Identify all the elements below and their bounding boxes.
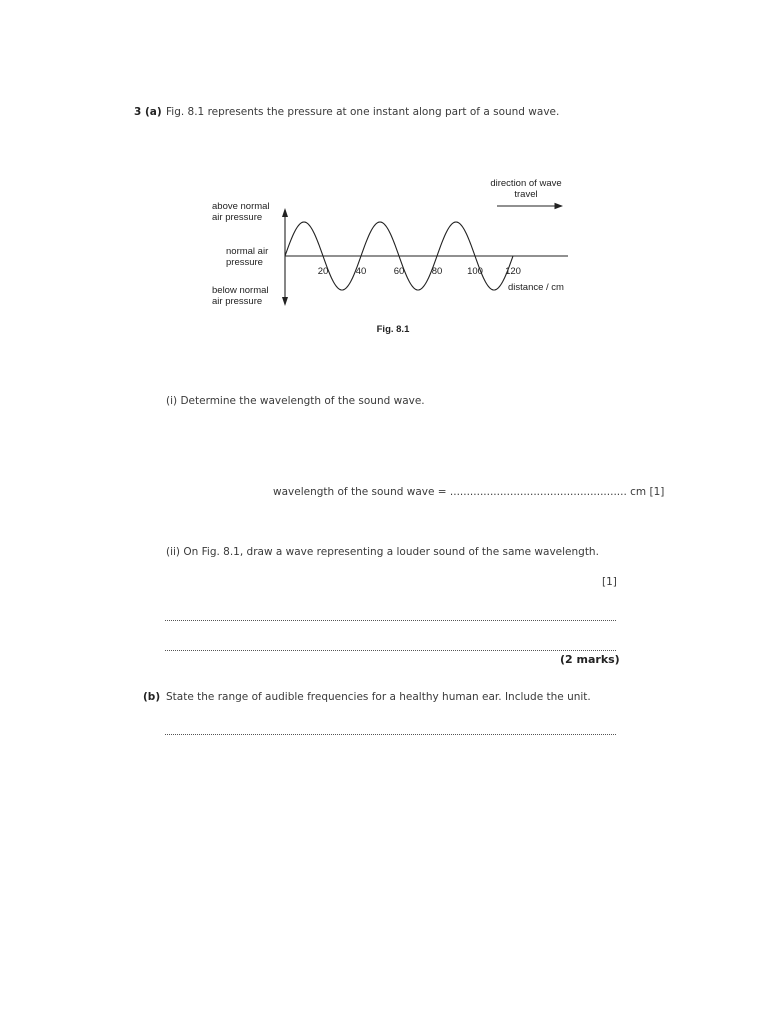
total-marks: (2 marks) xyxy=(560,653,620,666)
above-normal-label-line2: air pressure xyxy=(212,212,263,223)
pressure-axis-arrow-up xyxy=(282,208,288,217)
tick-label-20: 20 xyxy=(317,266,329,277)
part-b-answer-line[interactable] xyxy=(165,734,616,735)
answer-line-1[interactable] xyxy=(165,620,616,621)
tick-label-40: 40 xyxy=(355,266,367,277)
tick-label-120: 120 xyxy=(505,266,521,277)
direction-label-line1: direction of wave xyxy=(490,178,562,189)
tick-label-60: 60 xyxy=(393,266,405,277)
part-ii-question: (ii) On Fig. 8.1, draw a wave representing a louder sound of the same wavelength. xyxy=(166,546,599,558)
wavelength-answer-line[interactable] xyxy=(273,486,664,499)
direction-label-line2: travel xyxy=(514,189,538,200)
part-i-question: (i) Determine the wavelength of the sound wave. xyxy=(166,395,425,407)
normal-pressure-label-line2: pressure xyxy=(226,257,263,268)
figure-caption: Fig. 8.1 xyxy=(376,324,410,335)
part-b-question: State the range of audible frequencies for a healthy human ear. Include the unit. xyxy=(166,691,591,703)
question-intro: Fig. 8.1 represents the pressure at one instant along part of a sound wave. xyxy=(166,106,560,118)
sound-wave-figure xyxy=(0,0,768,345)
part-b-number: (b) xyxy=(143,691,161,703)
tick-label-100: 100 xyxy=(467,266,483,277)
normal-pressure-label-line1: normal air xyxy=(226,246,269,257)
below-normal-label-line2: air pressure xyxy=(212,296,263,307)
question-number: 3 (a) xyxy=(134,106,162,118)
tick-label-80: 80 xyxy=(431,266,443,277)
pressure-axis-arrow-down xyxy=(282,297,288,306)
wavelength-answer-prefix: wavelength of the sound wave = ..................................................... xyxy=(273,486,627,498)
above-normal-label-line1: above normal xyxy=(212,201,270,212)
part-ii-mark: [1] xyxy=(602,576,617,588)
wavelength-answer-unit: cm [1] xyxy=(630,486,665,498)
distance-axis-label: distance / cm xyxy=(508,282,564,293)
answer-line-2[interactable] xyxy=(165,650,616,651)
below-normal-label-line1: below normal xyxy=(212,285,269,296)
